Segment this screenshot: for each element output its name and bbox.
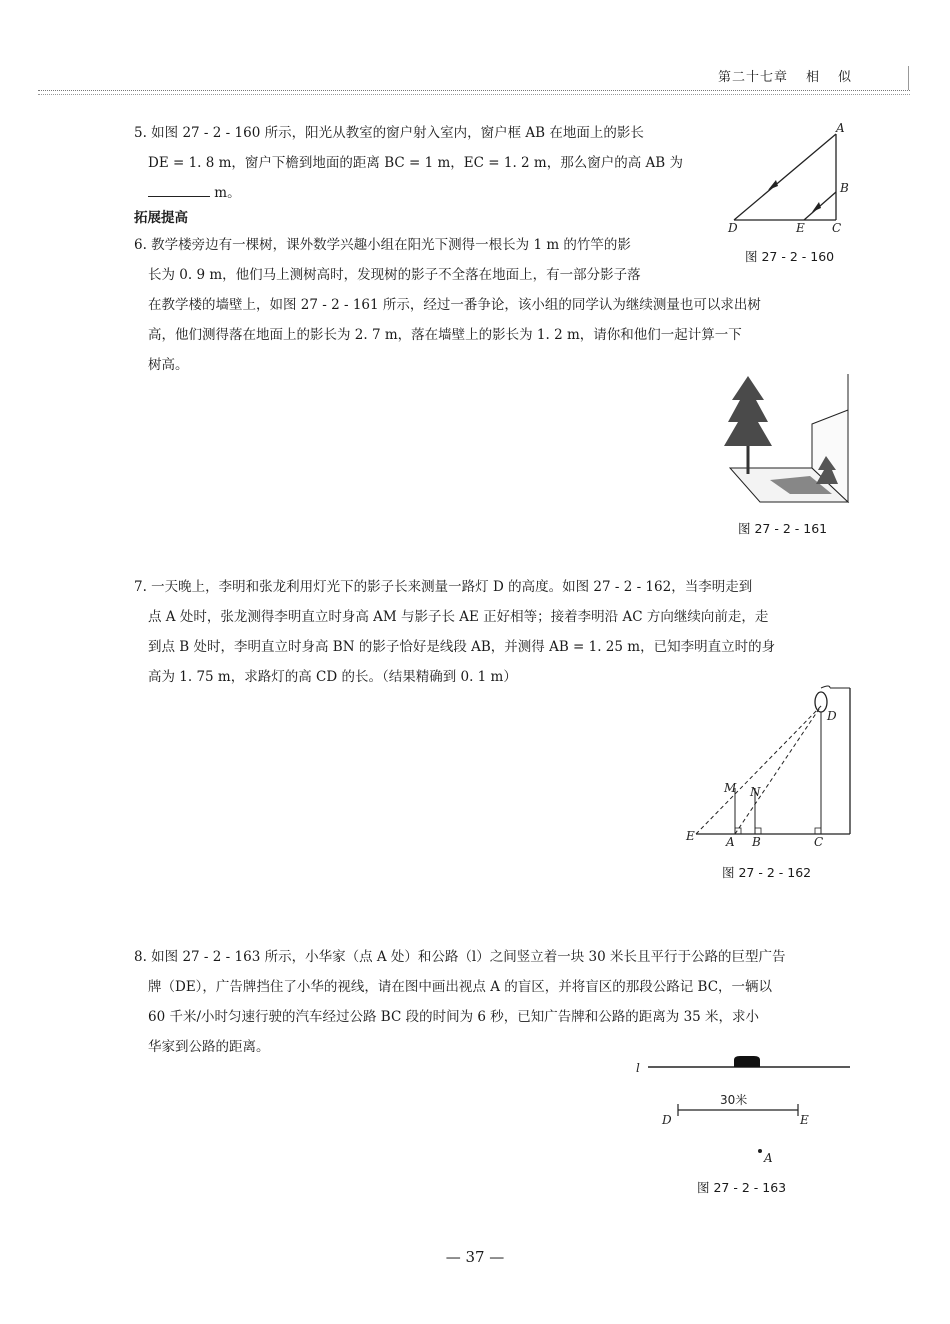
caption-162: 图 27 - 2 - 162 [722,865,812,880]
q7-line-2: 点 A 处时，张龙测得李明直立时身高 AM 与影子长 AE 正好相等；接着李明沿 AC 方向继续向前走，走 [148,609,769,625]
label-C: C [832,221,842,235]
chapter-word-2: 似 [837,70,852,85]
label-M: M [724,781,737,795]
q5-line-2: DE = 1. 8 m，窗户下檐到地面的距离 BC = 1 m，EC = 1. 2 m，那么窗户的高 AB 为 [148,155,683,171]
chapter-word-1: 相 [805,70,820,85]
header-rule [38,90,910,91]
question-8 [134,942,850,1062]
figure-27-2-161 [720,370,852,506]
label-E: E [686,829,695,843]
q5-line-3: m。 [210,185,241,201]
label-D: D [662,1113,672,1127]
header-vertical-rule [908,66,909,90]
figure-27-2-163 [630,1050,852,1168]
label-B: B [840,181,849,195]
label-B: B [752,835,761,849]
label-length: 30米 [720,1093,748,1107]
page-number: — 37 — [445,1248,505,1266]
label-N: N [750,785,761,799]
q6-line-5: 树高。 [148,357,189,373]
question-5 [134,118,714,208]
caption-160: 图 27 - 2 - 160 [745,249,835,264]
q6-line-2: 长为 0. 9 m，他们马上测树高时，发现树的影子不全落在地面上，有一部分影子落 [148,267,641,283]
chapter-title: 第二十七章 [717,70,788,85]
header-rule-2 [38,94,910,95]
label-A: A [764,1151,773,1165]
q6-line-4: 高，他们测得落在地面上的影长为 2. 7 m，落在墙壁上的影长为 1. 2 m，请你和他们一起计算一下 [148,327,742,343]
q6-line-3: 在教学楼的墙壁上，如图 27 - 2 - 161 所示，经过一番争论，该小组的同学认为继续测量也可以求出树 [148,297,761,313]
q7-line-3: 到点 B 处时，李明直立时身高 BN 的影子恰好是线段 AB，并测得 AB = 1. 25 m，已知李明直立时的身 [148,639,776,655]
label-A: A [726,835,735,849]
q6-line-1: 6. 教学楼旁边有一棵树，课外数学兴趣小组在阳光下测得一根长为 1 m 的竹竿的影 [134,237,631,253]
q7-line-1: 7. 一天晚上，李明和张龙利用灯光下的影子长来测量一路灯 D 的高度。如图 27 - 2 - 162，当李明走到 [134,579,753,595]
caption-163: 图 27 - 2 - 163 [697,1180,787,1195]
q8-line-3: 60 千米/小时匀速行驶的汽车经过公路 BC 段的时间为 6 秒，已知广告牌和公路的距离为 35 米，求小 [148,1009,760,1025]
label-A: A [836,121,845,135]
q8-line-4: 华家到公路的距离。 [148,1039,270,1055]
label-l: l [636,1061,640,1075]
caption-161: 图 27 - 2 - 161 [738,521,828,536]
label-D: D [827,709,837,723]
q5-line-1: 5. 如图 27 - 2 - 160 所示，阳光从教室的窗户射入室内，窗户框 AB 在地面上的影长 [134,125,644,141]
q7-line-4: 高为 1. 75 m，求路灯的高 CD 的长。（结果精确到 0. 1 m） [148,669,517,685]
question-6-a [134,230,714,290]
question-7 [134,572,850,692]
figure-27-2-162 [680,684,854,850]
label-E: E [796,221,805,235]
q8-line-1: 8. 如图 27 - 2 - 163 所示，小华家（点 A 处）和公路（l）之间竖立着一块 30 米长且平行于公路的巨型广告 [134,949,786,965]
answer-blank[interactable] [148,182,210,197]
section-title: 拓展提高 [134,210,188,226]
question-6-b [148,290,848,380]
label-D: D [728,221,738,235]
running-header [718,66,852,85]
figure-27-2-160 [720,118,860,243]
label-E: E [800,1113,809,1127]
label-C: C [814,835,824,849]
q8-line-2: 牌（DE），广告牌挡住了小华的视线，请在图中画出视点 A 的盲区，并将盲区的那段公路记 BC，一辆以 [148,979,773,995]
